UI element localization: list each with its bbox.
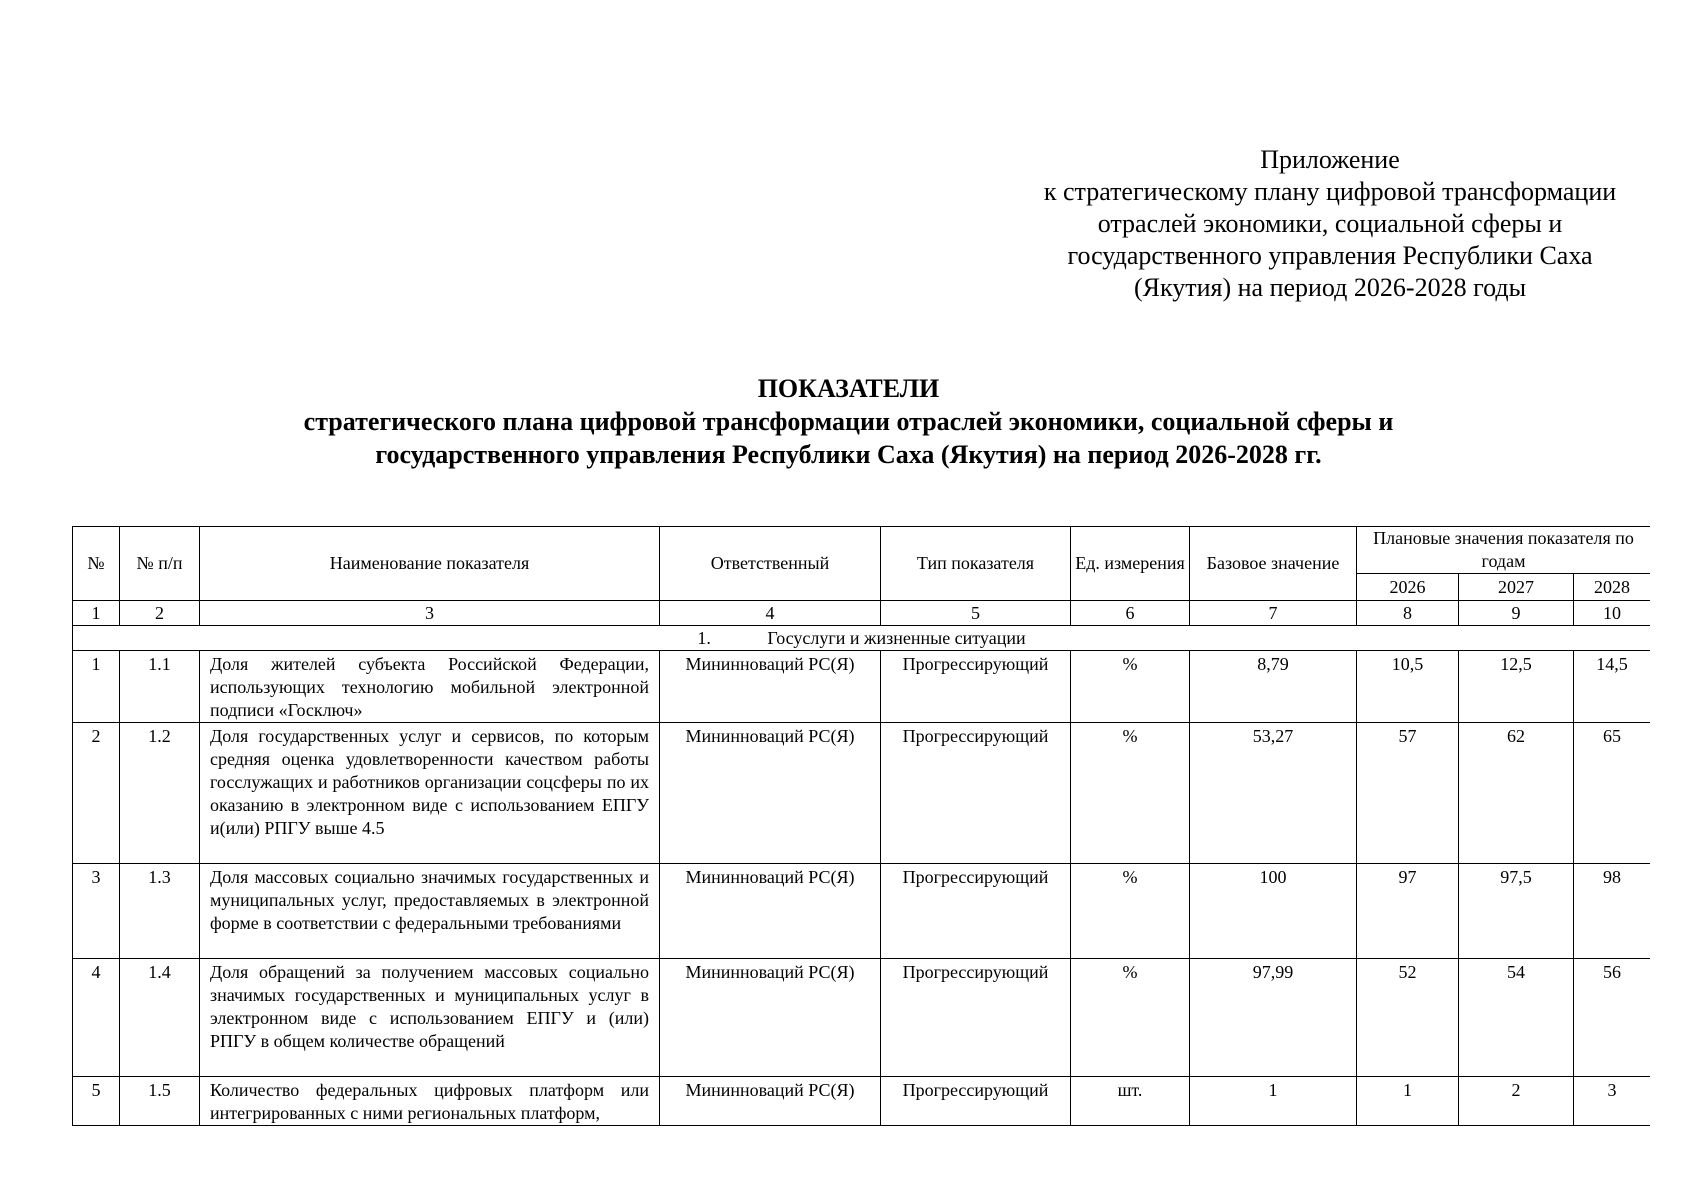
- column-number: 4: [660, 601, 881, 626]
- cell-np: 1.4: [120, 959, 200, 1077]
- appendix-line-4: государственного управления Республики Саха: [1067, 241, 1593, 270]
- cell-2027: 54: [1459, 959, 1574, 1077]
- cell-2027: 2: [1459, 1077, 1574, 1126]
- cell-2028: 98: [1574, 864, 1651, 959]
- cell-responsible: Мининноваций РС(Я): [660, 723, 881, 864]
- appendix-block: [1000, 144, 1660, 304]
- column-number: 3: [200, 601, 660, 626]
- header-responsible: Ответственный: [660, 527, 881, 601]
- cell-no: 3: [73, 864, 120, 959]
- cell-responsible: Мининноваций РС(Я): [660, 651, 881, 723]
- cell-type: Прогрессирующий: [881, 723, 1071, 864]
- cell-2026: 1: [1357, 1077, 1459, 1126]
- column-numbers-row: [73, 601, 1651, 626]
- section-row: [73, 626, 1651, 651]
- column-number: 10: [1574, 601, 1651, 626]
- cell-2028: 65: [1574, 723, 1651, 864]
- appendix-line-3: отраслей экономики, социальной сферы и: [1097, 209, 1563, 238]
- table-row: [73, 723, 1651, 864]
- header-year-2028: 2028: [1574, 574, 1651, 601]
- column-number: 8: [1357, 601, 1459, 626]
- header-base: Базовое значение: [1190, 527, 1357, 601]
- cell-base: 8,79: [1190, 651, 1357, 723]
- cell-responsible: Мининноваций РС(Я): [660, 1077, 881, 1126]
- column-number: 1: [73, 601, 120, 626]
- title-line-1: стратегического плана цифровой трансформации отраслей экономики, социальной сферы и: [303, 407, 1394, 436]
- cell-base: 1: [1190, 1077, 1357, 1126]
- cell-unit: %: [1071, 651, 1190, 723]
- column-number: 5: [881, 601, 1071, 626]
- appendix-line-2: к стратегическому плану цифровой трансформации: [1043, 177, 1617, 206]
- column-number: 9: [1459, 601, 1574, 626]
- header-unit: Ед. измерения: [1071, 527, 1190, 601]
- cell-np: 1.1: [120, 651, 200, 723]
- table-row: [73, 1077, 1651, 1126]
- section-title: Госуслуги и жизненные ситуации: [767, 627, 1026, 648]
- cell-unit: %: [1071, 959, 1190, 1077]
- header-no: №: [73, 527, 120, 601]
- cell-2027: 12,5: [1459, 651, 1574, 723]
- cell-2026: 10,5: [1357, 651, 1459, 723]
- cell-name: Количество федеральных цифровых платформ или интегрированных с ними региональных платформ,: [200, 1077, 660, 1126]
- cell-type: Прогрессирующий: [881, 864, 1071, 959]
- appendix-line-1: Приложение: [1260, 145, 1400, 174]
- cell-responsible: Мининноваций РС(Я): [660, 864, 881, 959]
- cell-type: Прогрессирующий: [881, 959, 1071, 1077]
- indicators-table-wrap: [72, 526, 1650, 1132]
- document-title: [0, 372, 1697, 471]
- cell-responsible: Мининноваций РС(Я): [660, 959, 881, 1077]
- cell-2026: 97: [1357, 864, 1459, 959]
- cell-no: 2: [73, 723, 120, 864]
- cell-no: 5: [73, 1077, 120, 1126]
- header-year-2026: 2026: [1357, 574, 1459, 601]
- table-row: [73, 651, 1651, 723]
- header-np: № п/п: [120, 527, 200, 601]
- section-cell: [73, 626, 1651, 651]
- cell-2028: 56: [1574, 959, 1651, 1077]
- cell-2028: 3: [1574, 1077, 1651, 1126]
- cell-base: 53,27: [1190, 723, 1357, 864]
- cell-name: Доля обращений за получением массовых социально значимых государственных и муниципальных услуг в электронном виде с использованием ЕПГУ и (или) РПГУ в общем количестве обращений: [200, 959, 660, 1077]
- cell-type: Прогрессирующий: [881, 651, 1071, 723]
- cell-2026: 57: [1357, 723, 1459, 864]
- cell-name: Доля государственных услуг и сервисов, по которым средняя оценка удовлетворенности качеством работы госслужащих и работников организации соцсферы по их оказанию в электронном виде с использованием ЕПГУ и(или) РПГУ выше 4.5: [200, 723, 660, 864]
- cell-base: 100: [1190, 864, 1357, 959]
- cell-unit: шт.: [1071, 1077, 1190, 1126]
- column-number: 6: [1071, 601, 1190, 626]
- section-number: 1.: [697, 627, 711, 648]
- cell-name: Доля массовых социально значимых государственных и муниципальных услуг, предоставляемых в электронной форме в соответствии с федеральными требованиями: [200, 864, 660, 959]
- table-row: [73, 959, 1651, 1077]
- cell-no: 4: [73, 959, 120, 1077]
- header-name: Наименование показателя: [200, 527, 660, 601]
- cell-type: Прогрессирующий: [881, 1077, 1071, 1126]
- cell-unit: %: [1071, 864, 1190, 959]
- table-row: [73, 864, 1651, 959]
- column-number: 7: [1190, 601, 1357, 626]
- cell-np: 1.5: [120, 1077, 200, 1126]
- title-heading: ПОКАЗАТЕЛИ: [757, 374, 940, 403]
- header-type: Тип показателя: [881, 527, 1071, 601]
- cell-2027: 62: [1459, 723, 1574, 864]
- indicators-table: [72, 526, 1650, 1126]
- column-number: 2: [120, 601, 200, 626]
- header-year-2027: 2027: [1459, 574, 1574, 601]
- title-line-2: государственного управления Республики Саха (Якутия) на период 2026-2028 гг.: [375, 440, 1322, 469]
- appendix-line-5: (Якутия) на период 2026-2028 годы: [1133, 273, 1527, 302]
- cell-2026: 52: [1357, 959, 1459, 1077]
- cell-unit: %: [1071, 723, 1190, 864]
- cell-np: 1.3: [120, 864, 200, 959]
- cell-2028: 14,5: [1574, 651, 1651, 723]
- cell-np: 1.2: [120, 723, 200, 864]
- cell-name: Доля жителей субъекта Российской Федерации, использующих технологию мобильной электронной подписи «Госключ»: [200, 651, 660, 723]
- header-planned: Плановые значения показателя по годам: [1357, 527, 1651, 574]
- cell-2027: 97,5: [1459, 864, 1574, 959]
- cell-base: 97,99: [1190, 959, 1357, 1077]
- cell-no: 1: [73, 651, 120, 723]
